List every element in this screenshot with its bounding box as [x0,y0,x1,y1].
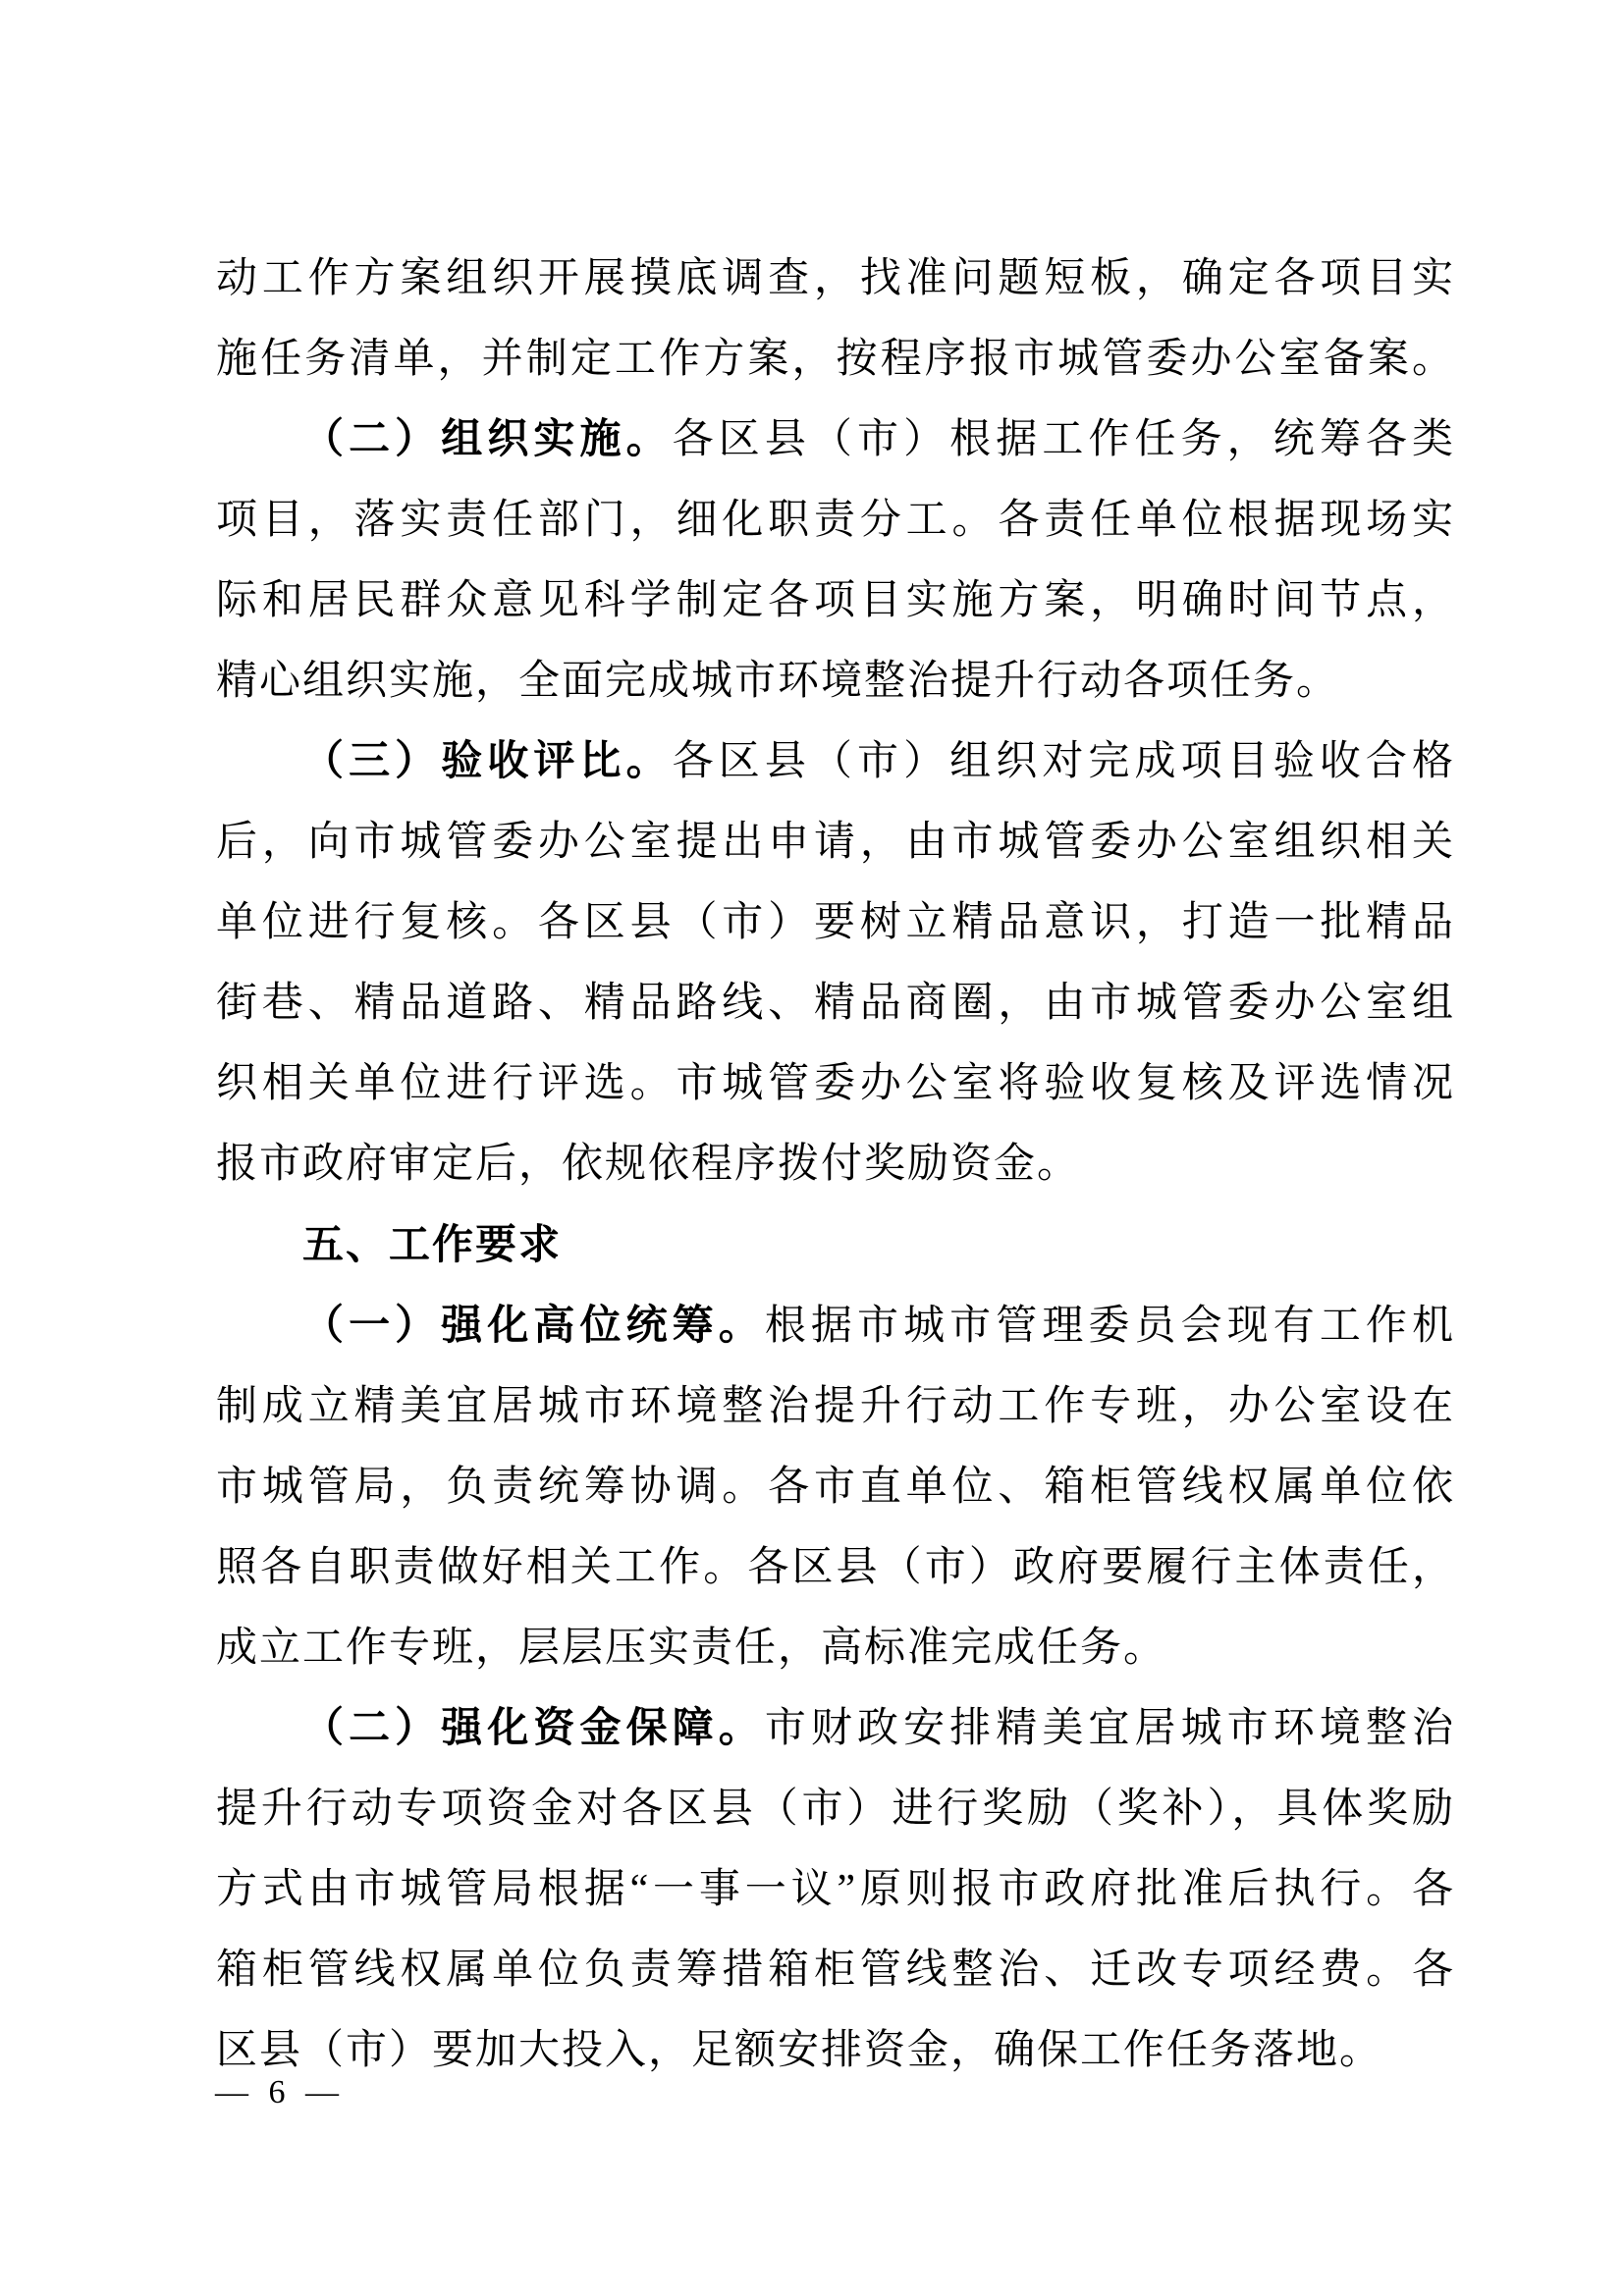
subsection-title: （二）强化资金保障。 [302,1706,765,1751]
line-text: 单位进行复核。各区县（市）要树立精品意识，打造一批精品 [216,900,1455,945]
line-text: 精心组织实施，全面完成城市环境整治提升行动各项任务。 [216,659,1340,704]
text-line [216,1043,1455,1124]
line-text: 后，向市城管委办公室提出申请，由市城管委办公室组织相关 [216,820,1455,865]
line-text: 报市政府审定后，依规依程序拨付奖励资金。 [216,1142,1081,1187]
text-line [216,1366,1455,1447]
document-body [216,239,1455,2091]
line-text: 照各自职责做好相关工作。各区县（市）政府要履行主体责任， [216,1545,1455,1590]
text-line [216,1849,1455,1930]
line-text: 际和居民群众意见科学制定各项目实施方案，明确时间节点， [216,578,1455,623]
line-text: 成立工作专班，层层压实责任，高标准完成任务。 [216,1626,1167,1671]
line-text: 各区县（市）组织对完成项目验收合格 [672,739,1455,784]
text-line [216,239,1455,319]
paragraph-end-line [216,2010,1455,2091]
paragraph-start-line [216,400,1455,480]
text-line [216,1769,1455,1849]
subsection-title: （三）验收评比。 [302,739,673,784]
line-text: 区县（市）要加大投入，足额安排资金，确保工作任务落地。 [216,2028,1383,2073]
line-text: 箱柜管线权属单位负责筹措箱柜管线整治、迁改专项经费。各 [216,1948,1455,1993]
line-text: 各区县（市）根据工作任务，统筹各类 [672,417,1455,462]
line-text: 织相关单位进行评选。市城管委办公室将验收复核及评选情况 [216,1061,1455,1106]
line-text: 制成立精美宜居城市环境整治提升行动工作专班，办公室设在 [216,1384,1455,1429]
subsection-title: （二）组织实施。 [302,417,673,462]
line-text: 项目，落实责任部门，细化职责分工。各责任单位根据现场实 [216,498,1455,543]
line-text: 动工作方案组织开展摸底调查，找准问题短板，确定各项目实 [216,256,1455,301]
line-text: 街巷、精品道路、精品路线、精品商圈，由市城管委办公室组 [216,981,1455,1026]
paragraph-end-line [216,1608,1455,1688]
line-text: 施任务清单，并制定工作方案，按程序报市城管委办公室备案。 [216,337,1455,382]
text-line [216,1527,1455,1608]
paragraph-start-line [216,1688,1455,1769]
line-text: 市城管局，负责统筹协调。各市直单位、箱柜管线权属单位依 [216,1465,1455,1510]
paragraph-end-line [216,1124,1455,1204]
text-line [216,319,1455,400]
line-text: 根据市城市管理委员会现有工作机 [764,1304,1455,1349]
text-line [216,802,1455,882]
text-line [216,480,1455,561]
page-number: — 6 — [215,2074,345,2110]
text-line [216,1930,1455,2010]
subsection-title: （一）强化高位统筹。 [302,1304,765,1349]
paragraph-start-line [216,1286,1455,1366]
text-line [216,561,1455,641]
line-text: 方式由市城管局根据“一事一议”原则报市政府批准后执行。各 [216,1867,1455,1912]
section-heading: 五、工作要求 [302,1221,563,1267]
line-text: 市财政安排精美宜居城市环境整治 [764,1706,1455,1751]
section-heading-line [216,1204,1455,1286]
paragraph-start-line [216,721,1455,802]
paragraph-end-line [216,641,1455,721]
text-line [216,882,1455,963]
text-line [216,963,1455,1043]
line-text: 提升行动专项资金对各区县（市）进行奖励（奖补），具体奖励 [216,1787,1455,1832]
text-line [216,1447,1455,1527]
